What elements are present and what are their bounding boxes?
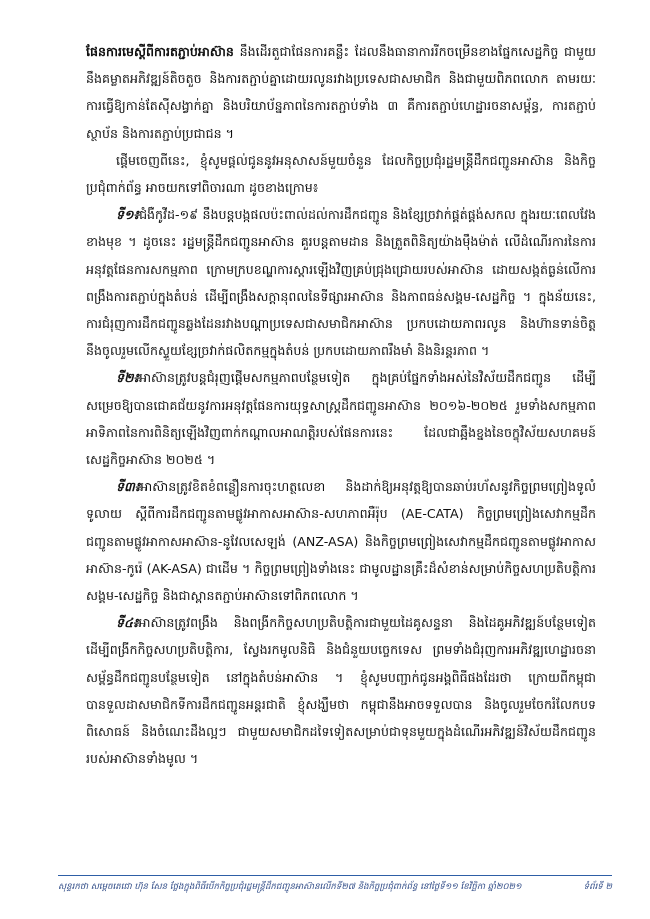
footer-divider: [58, 875, 612, 876]
paragraph-text: ផ្ដើមចេញពីនេះ, ខ្ញុំសូមផ្ដល់ជូននូវអនុសាសន៍មួយចំនួន ដែលកិច្ចប្រជុំរដ្ឋមន្ត្រីដឹកជញ្ជូនអាស៊ាន និងកិច្ចប្រជុំពាក់ព័ន្ធ អាចយកទៅពិចារណា ដូចខាងក្រោម៖: [86, 152, 596, 196]
paragraph-text: អាស៊ានត្រូវខិតខំពន្លឿនការចុះហត្ថលេខា និងដាក់ឱ្យអនុវត្តឱ្យបានឆាប់រហ័សនូវកិច្ចព្រមព្រៀងទូលំទូលាយ ស្ដីពីការដឹកជញ្ជូនតាមផ្លូវអាកាសអាស៊ាន-សហភាពអឺរ៉ុប (AE-CATA) កិច្ចព្រមព្រៀងសេវាកម្មដឹកជញ្ជូនតាមផ្លូវអាកាសអាស៊ាន-នូវែលសេឡង់ (ANZ-ASA) និងកិច្ចព្រមព្រៀងសេវាកម្មដឹកជញ្ជូនតាមផ្លូវអាកាសអាស៊ាន-កូរ៉េ (AK-ASA) ជាដើម ។ កិច្ចព្រមព្រៀងទាំងនេះ ជាមូលដ្ឋានគ្រឹះដ៏សំខាន់សម្រាប់កិច្ចសហប្រតិបត្តិការសង្គម-សេដ្ឋកិច្ច និងជាស្ពានតភ្ជាប់អាស៊ានទៅពិភពលោក ។: [86, 479, 596, 604]
point-number: ទី១៖: [116, 207, 140, 223]
paragraph-lead-bold: ផែនការមេស្ដីពីការតភ្ជាប់អាស៊ាន: [86, 44, 234, 59]
paragraph-text: ជំងឺកូវីដ-១៩ នឹងបន្ដបង្កផលប៉ះពាល់ដល់ការដឹកជញ្ជូន និងខ្សែច្រវាក់ផ្គត់ផ្គង់សកល ក្នុងរយៈពេលវែងខាងមុខ ។ ដូចនេះ រដ្ឋមន្ត្រីដឹកជញ្ជូនអាស៊ាន គួរបន្ដតាមដាន និងត្រួតពិនិត្យយ៉ាងម៉ឹងម៉ាត់ លើដំណើរការនៃការអនុវត្តផែនការសកម្មភាព ក្រោមក្របខណ្ឌការស្ដារឡើងវិញគ្រប់ជ្រុងជ្រោយរបស់អាស៊ាន ដោយសង្កត់ធ្ងន់លើការពង្រឹងការតភ្ជាប់ក្នុងតំបន់ ដើម្បីពង្រឹងសក្ដានុពលនៃទីផ្សារអាស៊ាន និងភាពធន់សង្គម-សេដ្ឋកិច្ច ។ ក្នុងន័យនេះ, ការជំរុញការដឹកជញ្ជូនឆ្លងដែនរវាងបណ្ដាប្រទេសជាសមាជិកអាស៊ាន ប្រកបដោយភាពរលូន និងហ៊ានទាន់ចិត្ត នឹងចូលរួមលើកស្ទួយខ្សែច្រវាក់ផលិតកម្មក្នុងតំបន់ ប្រកបដោយភាពរឹងមាំ និងនិរន្តរភាព ។: [86, 207, 596, 359]
paragraph-point-4: [86, 609, 596, 772]
paragraph-text: អាស៊ានត្រូវពង្រឹង និងពង្រីកកិច្ចសហប្រតិបត្តិការជាមួយដៃគូសន្ទនា និងដៃគូអភិវឌ្ឍន៍បន្ថែមទៀត ដើម្បីពង្រីកកិច្ចសហប្រតិបត្តិការ, ស្វែងរកមូលនិធិ និងជំនួយបច្ចេកទេស ព្រមទាំងជំរុញការអភិវឌ្ឍហេដ្ឋារចនាសម្ព័ន្ធដឹកជញ្ជូនបន្ថែមទៀត នៅក្នុងតំបន់អាស៊ាន ។ ខ្ញុំសូមបញ្ជាក់ជូនអង្គពិធីផងដែរថា ក្រោយពីកម្ពុជាបានទួលដាសមាជិកទីការដឹកជញ្ជូនអន្តរជាតិ ខ្ញុំសង្ឃឹមថា កម្ពុជានឹងអាចទទួលបាន និងចូលរួមចែករំលែកបទពិសោធន៍ និងចំណេះដឹងល្អៗ ជាមួយសមាជិកដទៃទៀតសម្រាប់ជាទុនមួយក្នុងដំណើរអភិវឌ្ឍន៍វិស័យដឹកជញ្ជូនរបស់អាស៊ានទាំងមូល ។: [86, 615, 596, 767]
paragraph-point-3: [86, 473, 596, 609]
paragraph-recommendations-intro: [86, 147, 596, 201]
page-footer: [58, 875, 612, 905]
page-number: ទំព័រទី ២: [583, 882, 612, 892]
point-number: ទី៤៖: [116, 615, 139, 631]
point-number: ទី២៖: [116, 370, 140, 386]
paragraph-text: នឹងដើរតួជាផែនការគន្លឹះ ដែលនឹងធានាការរីកចម្រើនខាងផ្នែកសេដ្ឋកិច្ច ជាមួយនឹងគម្លាតអភិវឌ្ឍន៍តិចតួច និងការតភ្ជាប់គ្នាដោយរលូនរវាងប្រទេសជាសមាជិក និងជាមួយពិភពលោក តាមរយៈការធ្វើឱ្យកាន់តែស៊ីសង្វាក់គ្នា និងបរិយាប័ន្នភាពនៃការតភ្ជាប់ទាំង ៣ គឺការតភ្ជាប់ហេដ្ឋារចនាសម្ព័ន្ធ, ការតភ្ជាប់ស្ថាប័ន និងការតភ្ជាប់ប្រជាជន ។: [86, 44, 596, 141]
paragraph-point-2: [86, 364, 596, 473]
paragraph-intro: [86, 38, 596, 147]
point-number: ទី៣៖: [116, 479, 141, 495]
footer-caption: សុន្ទរកថា សម្ដេចតេជោ ហ៊ុន សែន ថ្លែងក្នុងពិធីបើកកិច្ចប្រជុំរដ្ឋមន្ត្រីដឹកជញ្ជូនអាស៊ានលើកទី២៧ និងកិច្ចប្រជុំពាក់ព័ន្ធ នៅថ្ងៃទី១១ ខែវិច្ឆិកា ឆ្នាំ២០២១: [58, 882, 522, 892]
paragraph-point-1: [86, 201, 596, 364]
paragraph-text: អាស៊ានត្រូវបន្តជំរុញផ្ដើមសកម្មភាពបន្ថែមទៀត ក្នុងគ្រប់ផ្នែកទាំងអស់នៃវិស័យដឹកជញ្ជូន ដើម្បីសម្រេចឱ្យបានជោគជ័យនូវការអនុវត្តផែនការយុទ្ធសាស្ត្រដឹកជញ្ជូនអាស៊ាន ២០១៦-២០២៥ រួមទាំងសកម្មភាពអាទិភាពនៃការពិនិត្យឡើងវិញពាក់កណ្ដាលអាណត្តិរបស់ផែនការនេះ ដែលជាឆ្អឹងខ្នងនៃចក្ខុវិស័យសហគមន៍សេដ្ឋកិច្ចអាស៊ាន ២០២៥ ។: [86, 370, 596, 468]
body-text: [86, 38, 596, 772]
